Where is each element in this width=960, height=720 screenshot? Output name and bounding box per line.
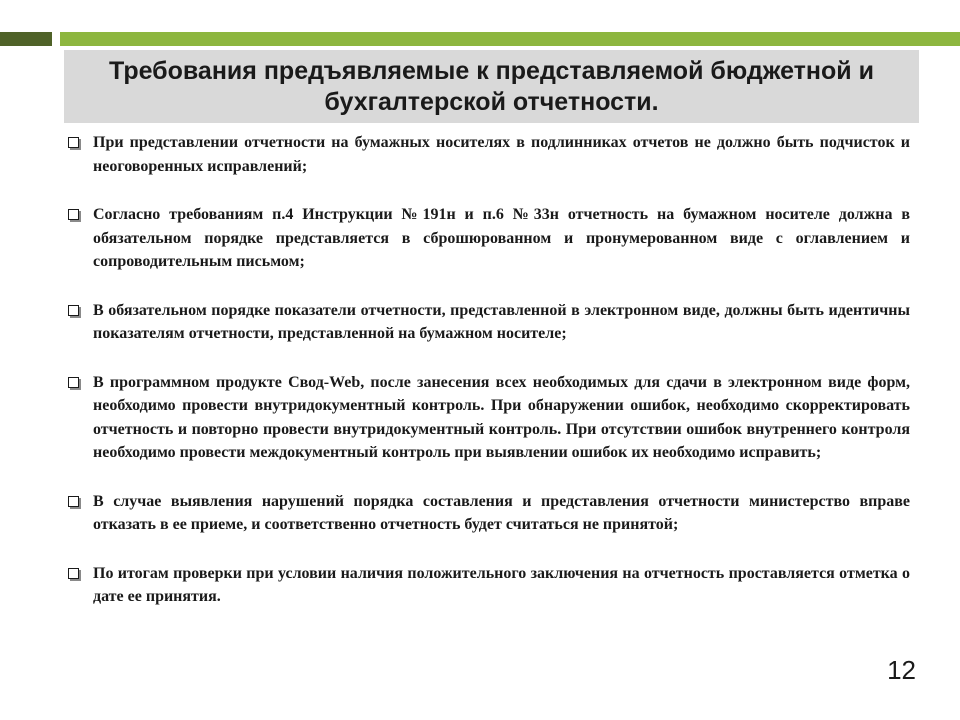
list-item-text: В случае выявления нарушений порядка составления и представления отчетности министерство вправе отказать в ее приеме, и соответственно отчетность будет считаться не принятой; — [93, 492, 910, 533]
requirements-list — [66, 131, 910, 634]
square-checkbox-icon — [68, 137, 79, 148]
square-checkbox-icon — [68, 209, 79, 220]
list-item — [66, 131, 910, 178]
square-checkbox-icon — [68, 568, 79, 579]
list-item-text: При представлении отчетности на бумажных носителях в подлинниках отчетов не должно быть подчисток и неоговоренных исправлений; — [93, 134, 910, 175]
square-checkbox-icon — [68, 377, 79, 388]
header-accent-bar-dark — [0, 32, 52, 46]
list-item — [66, 299, 910, 346]
list-item-text: По итогам проверки при условии наличия положительного заключения на отчетность проставляется отметка о дате ее принятия. — [93, 564, 910, 605]
list-item — [66, 562, 910, 609]
list-item — [66, 203, 910, 274]
list-item — [66, 490, 910, 537]
list-item — [66, 371, 910, 465]
page-number: 12 — [887, 655, 916, 685]
slide-title-box — [64, 50, 919, 123]
list-item-text: В программном продукте Свод-Web, после занесения всех необходимых для сдачи в электронном виде форм, необходимо провести внутридокументный контроль. При обнаружении ошибок, необходимо скорректировать отчетность и повторно провести внутридокументный контроль. При отсутствии ошибок внутреннего контроля необходимо провести междокументный контроль при выявлении ошибок их необходимо исправить; — [93, 373, 910, 461]
list-item-text: Согласно требованиям п.4 Инструкции №191н и п.6 №33н отчетность на бумажном носителе должна в обязательном порядке представляется в сброшюрованном и пронумерованном виде с оглавлением и сопроводительным письмом; — [93, 206, 910, 270]
list-item-text: В обязательном порядке показатели отчетности, представленной в электронном виде, должны быть идентичны показателям отчетности, представленной на бумажном носителе; — [93, 301, 910, 342]
square-checkbox-icon — [68, 496, 79, 507]
slide-title: Требования предъявляемые к представляемой бюджетной и бухгалтерской отчетности. — [109, 56, 874, 116]
header-accent-bar-light — [60, 32, 960, 46]
square-checkbox-icon — [68, 305, 79, 316]
